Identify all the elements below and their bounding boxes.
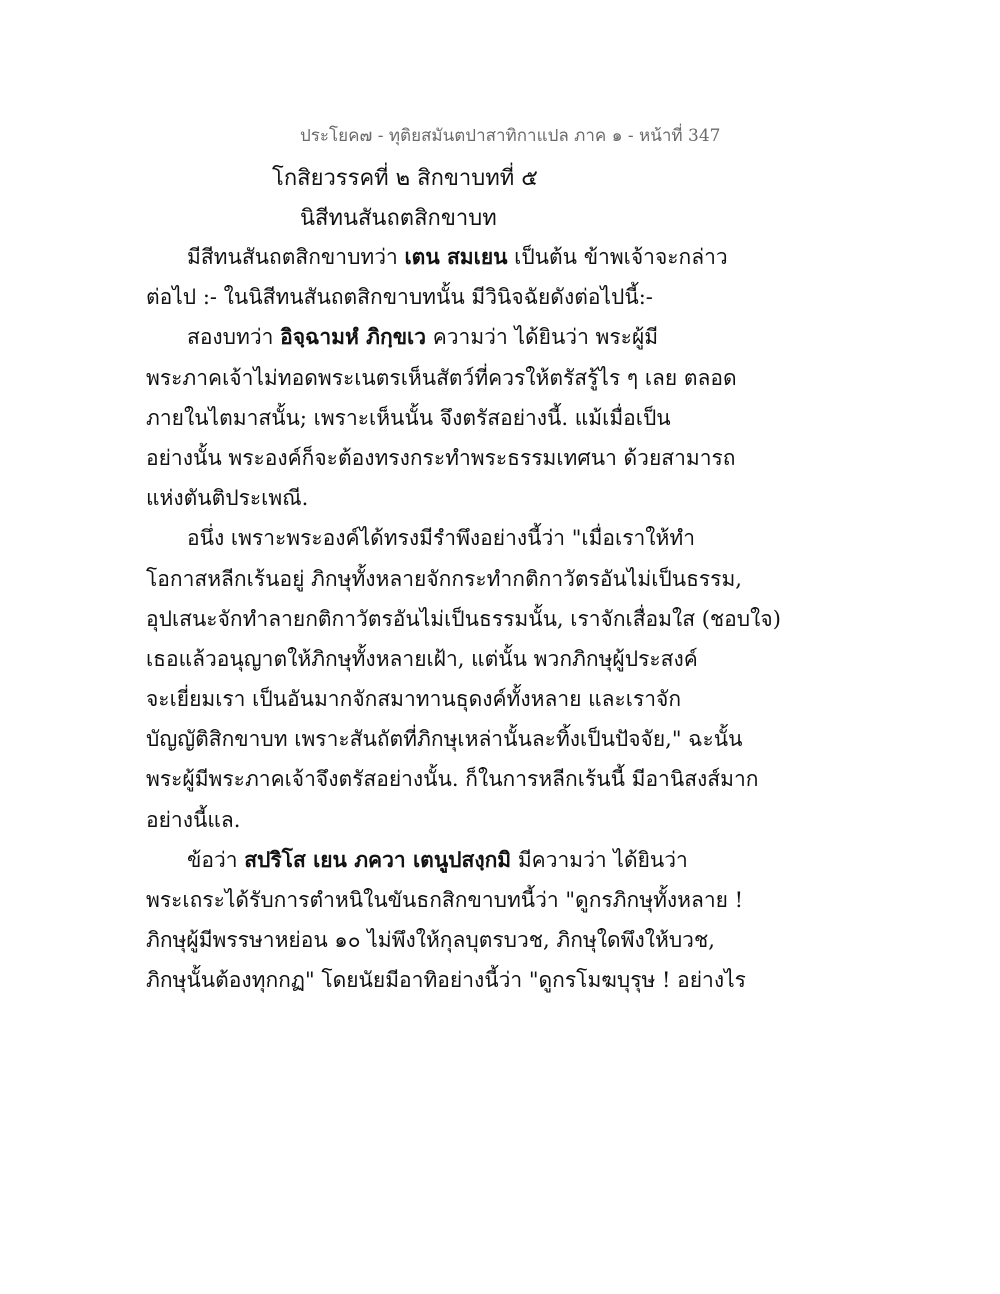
text-segment: ต่อไป :- ในนิสีทนสันถตสิกขาบทนั้น มีวินิจฉัยดังต่อไปนี้:-: [146, 285, 653, 310]
text-segment: ภิกษุนั้นต้องทุกกฏ" โดยนัยมีอาทิอย่างนี้ว่า "ดูกรโมฆบุรุษ ! อย่างไร: [146, 968, 746, 993]
text-line: [146, 398, 726, 438]
section-subtitle: นิสีทนสันถตสิกขาบท: [300, 206, 497, 231]
text-segment: อย่างนี้แล.: [146, 807, 241, 832]
text-line: [146, 277, 726, 317]
section-title: โกสิยวรรคที่ ๒ สิกขาบทที่ ๕: [272, 166, 538, 191]
text-segment: จะเยี่ยมเรา เป็นอันมากจักสมาทานธุดงค์ทั้งหลาย และเราจัก: [146, 687, 682, 712]
text-segment: สองบทว่า: [187, 325, 281, 350]
pali-term: เตน สมเยน: [404, 244, 508, 269]
text-line: [146, 237, 726, 277]
text-line: [146, 518, 726, 558]
text-line: [146, 679, 726, 719]
text-segment: โอกาสหลีกเร้นอยู่ ภิกษุทั้งหลายจักกระทำกติกาวัตรอันไม่เป็นธรรม,: [146, 566, 742, 591]
text-line: [146, 639, 726, 679]
text-segment: เธอแล้วอนุญาตให้ภิกษุทั้งหลายเฝ้า, แต่นั้น พวกภิกษุผู้ประสงค์: [146, 646, 698, 671]
text-line: [146, 559, 742, 599]
text-line: [146, 317, 726, 357]
text-segment: พระผู้มีพระภาคเจ้าจึงตรัสอย่างนั้น. ก็ในการหลีกเร้นนี้ มีอานิสงส์มาก: [146, 767, 759, 792]
pali-term: สปริโส เยน ภควา เตนูปสงฺกมิ: [244, 846, 512, 872]
text-segment: ภิกษุผู้มีพรรษาหย่อน ๑๐ ไม่พึงให้กุลบุตรบวช, ภิกษุใดพึงให้บวช,: [146, 928, 715, 953]
text-segment: มีสีทนสันถตสิกขาบทว่า: [187, 245, 405, 269]
text-segment: บัญญัติสิกขาบท เพราะสันถัตที่ภิกษุเหล่านั้นละทิ้งเป็นปัจจัย," ฉะนั้น: [146, 727, 743, 752]
text-segment: มีความว่า ได้ยินว่า: [511, 847, 688, 872]
text-line: [146, 920, 726, 960]
text-line: [146, 438, 736, 478]
text-line: [146, 358, 737, 398]
text-segment: อย่างนั้น พระองค์ก็จะต้องทรงกระทำพระธรรมเทศนา ด้วยสามารถ: [146, 445, 736, 470]
text-segment: ข้อว่า: [187, 847, 245, 872]
page-header: ประโยค๗ - ทุติยสมันตปาสาทิกาแปล ภาค ๑ - หน้าที่ 347: [300, 126, 721, 146]
text-line: [146, 800, 726, 840]
text-line: [146, 719, 743, 759]
text-segment: ความว่า ได้ยินว่า พระผู้มี: [426, 325, 659, 350]
pali-term: อิจฺฉามหํ ภิกฺขเว: [280, 324, 427, 350]
text-segment: พระเถระได้รับการตำหนิในขันธกสิกขาบทนี้ว่า "ดูกรภิกษุทั้งหลาย !: [146, 888, 744, 912]
text-segment: ภายในไตมาสนั้น; เพราะเห็นนั้น จึงตรัสอย่างนี้. แม้เมื่อเป็น: [146, 405, 671, 430]
text-segment: แห่งตันติประเพณี.: [146, 486, 309, 511]
text-segment: พระภาคเจ้าไม่ทอดพระเนตรเห็นสัตว์ที่ควรให้ตรัสรู้ไร ๆ เลย ตลอด: [146, 365, 737, 390]
text-line: [146, 840, 726, 880]
body-text: [146, 237, 781, 1001]
text-segment: อุปเสนะจักทำลายกติกาวัตรอันไม่เป็นธรรมนั้น, เราจักเสื่อมใส (ชอบใจ): [146, 606, 781, 631]
text-line: [146, 880, 744, 920]
text-line: [146, 478, 726, 518]
text-segment: เป็นต้น ข้าพเจ้าจะกล่าว: [507, 245, 728, 269]
text-line: [146, 960, 746, 1000]
text-segment: อนึ่ง เพราะพระองค์ได้ทรงมีรำพึงอย่างนี้ว่า "เมื่อเราให้ทำ: [187, 526, 696, 551]
text-line: [146, 599, 781, 639]
text-line: [146, 759, 759, 799]
